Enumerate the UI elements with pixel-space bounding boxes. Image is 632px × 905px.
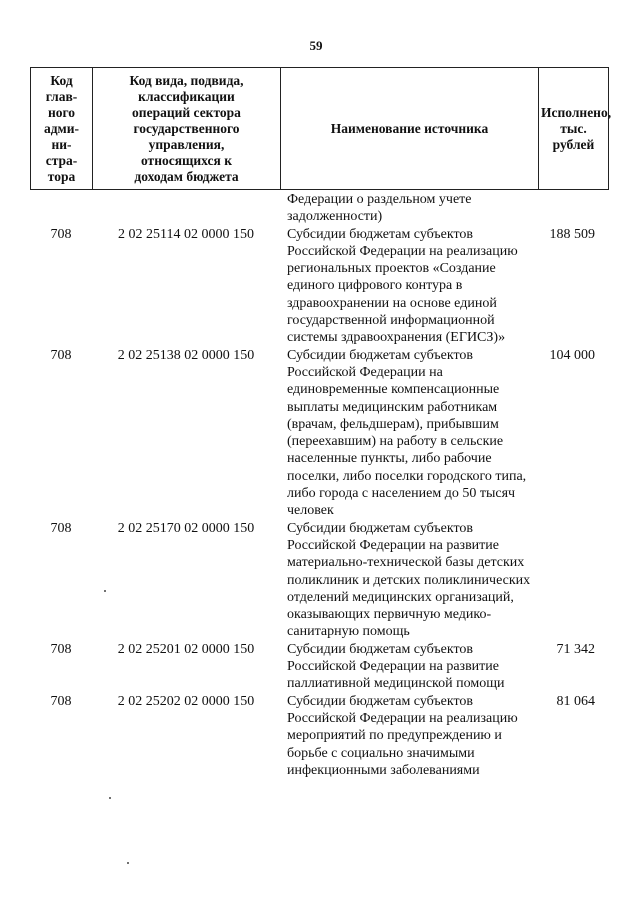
admin-code: 708: [50, 520, 72, 536]
classification-code: 2 02 25138 02 0000 150: [117, 347, 255, 363]
table-row: [30, 693, 608, 779]
header-admin-code: [31, 68, 93, 190]
admin-code: 708: [50, 641, 72, 657]
amount: 71 342: [556, 641, 595, 657]
table-row: [30, 520, 608, 641]
amount: [537, 520, 608, 641]
header-classification-code-text: Код вида, подвида, классификации операций сектора государственного управления, относящихся к доходам бюджета: [129, 72, 244, 184]
classification-code: 2 02 25170 02 0000 150: [117, 520, 255, 536]
classification-code: 2 02 25202 02 0000 150: [117, 693, 255, 709]
continuation-text: Федерации о раздельном учете задолженности): [287, 192, 472, 225]
source-name: Субсидии бюджетам субъектов Российской Федерации на развитие материально-технической базы детских поликлиник и детских поликлинических отделений медицинских организаций, оказывающих первичную медико- санитарную помощь: [287, 520, 531, 640]
header-source-name: [281, 68, 539, 190]
source-name: Субсидии бюджетам субъектов Российской Федерации на развитие паллиативной медицинской помощи: [287, 641, 505, 692]
continuation-row: [30, 191, 608, 226]
source-name: Субсидии бюджетам субъектов Российской Федерации на реализацию мероприятий по предупреждению и борьбе с социально значимыми инфекционными заболеваниями: [287, 693, 518, 778]
amount: 81 064: [556, 693, 595, 709]
table-row: [30, 641, 608, 693]
classification-code: 2 02 25201 02 0000 150: [117, 641, 255, 657]
scan-speck: [127, 862, 129, 864]
table-header: [30, 67, 612, 190]
admin-code: 708: [50, 226, 72, 242]
admin-code: 708: [50, 347, 72, 363]
admin-code: 708: [50, 693, 72, 709]
source-name: Субсидии бюджетам субъектов Российской Федерации на единовременные компенсационные выплаты медицинским работникам (врачам, фельдшерам), прибывшим (переехавшим) на работу в сельские населенные пункты, либо рабочие поселки, либо поселки городского типа, либо города с населением до 50 тысяч человек: [287, 347, 527, 519]
amount: 104 000: [549, 347, 595, 363]
table-row: [30, 347, 608, 520]
table-body: [30, 191, 608, 779]
page-number: 59: [309, 38, 323, 53]
scan-speck: [104, 590, 106, 592]
source-name: Субсидии бюджетам субъектов Российской Федерации на реализацию региональных проектов «Создание единого цифрового контура в здравоохранении на основе единой государственной информационной системы здравоохранения (ЕГИСЗ)»: [287, 226, 518, 346]
scan-speck: [109, 797, 111, 799]
header-amount-text: Исполнено, тыс. рублей: [541, 104, 612, 152]
amount: 188 509: [549, 226, 595, 242]
classification-code: 2 02 25114 02 0000 150: [118, 226, 254, 242]
header-amount: [539, 68, 612, 190]
header-source-name-text: Наименование источника: [330, 120, 489, 136]
header-admin-code-text: Код глав- ного адми- ни- стра- тора: [43, 72, 80, 184]
table-row: [30, 226, 608, 347]
header-classification-code: [93, 68, 281, 190]
